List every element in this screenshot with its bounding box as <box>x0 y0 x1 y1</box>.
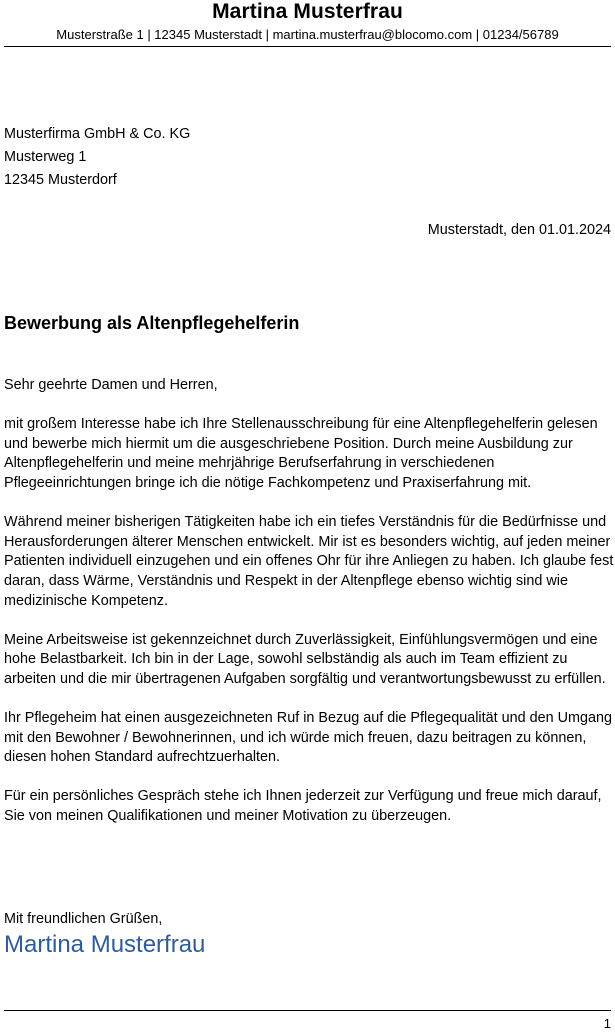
recipient-city: 12345 Musterdorf <box>4 172 117 188</box>
page-number: 1 <box>603 1016 611 1031</box>
letterhead <box>0 0 615 44</box>
signature: Martina Musterfrau <box>4 931 206 958</box>
letter-body <box>4 376 614 846</box>
footer-divider <box>4 1010 611 1011</box>
salutation: Sehr geehrte Damen und Herren, <box>4 377 218 393</box>
date-line: Musterstadt, den 01.01.2024 <box>427 222 611 238</box>
recipient-address <box>4 123 190 192</box>
letter-subject: Bewerbung als Altenpflegehelferin <box>4 313 300 333</box>
body-paragraph: Ihr Pflegeheim hat einen ausgezeichneten Ruf in Bezug auf die Pflegequalität und den Umgang mit den Bewohner / Bewohnerinnen, und ich würde mich freuen, dazu beitragen zu können, diesen hohen Standard aufrechtzuerhalten. <box>4 710 613 766</box>
closing-phrase: Mit freundlichen Grüßen, <box>4 911 163 927</box>
recipient-company: Musterfirma GmbH & Co. KG <box>4 126 191 142</box>
recipient-street: Musterweg 1 <box>4 149 87 165</box>
body-paragraph: Meine Arbeitsweise ist gekennzeichnet durch Zuverlässigkeit, Einfühlungsvermögen und eine hohe Belastbarkeit. Ich bin in der Lage, sowohl selbständig als auch im Team effizient zu arbeiten und die mir übertragenen Aufgaben sorgfältig und verantwortungsbewusst zu erfüllen. <box>4 631 606 687</box>
body-paragraph: Für ein persönliches Gespräch stehe ich Ihnen jederzeit zur Verfügung und freue mich darauf, Sie von meinen Qualifikationen und meiner Motivation zu überzeugen. <box>4 788 602 825</box>
body-paragraph: mit großem Interesse habe ich Ihre Stellenausschreibung für eine Altenpflegehelferin gelesen und bewerbe mich hiermit um die ausgeschriebene Position. Durch meine Ausbildung zur Altenpflegehelferin und meine mehrjährige Berufserfahrung in verschiedenen Pflegeeinrichtungen bringe ich die nötige Fachkompetenz und Praxiserfahrung mit. <box>4 416 598 491</box>
sender-name: Martina Musterfrau <box>212 0 403 23</box>
sender-contact: Musterstraße 1 | 12345 Musterstadt | martina.musterfrau@blocomo.com | 01234/56789 <box>56 27 559 42</box>
header-divider <box>4 46 611 47</box>
body-paragraph: Während meiner bisherigen Tätigkeiten habe ich ein tiefes Verständnis für die Bedürfnisse und Herausforderungen älterer Menschen entwickelt. Mir ist es besonders wichtig, auf jeden meiner Patienten individuell einzugehen und ein offenes Ohr für ihre Anliegen zu haben. Ich glaube fest daran, dass Wärme, Verständnis und Respekt in der Altenpflege ebenso wichtig sind wie medizinische Kompetenz. <box>4 514 614 609</box>
